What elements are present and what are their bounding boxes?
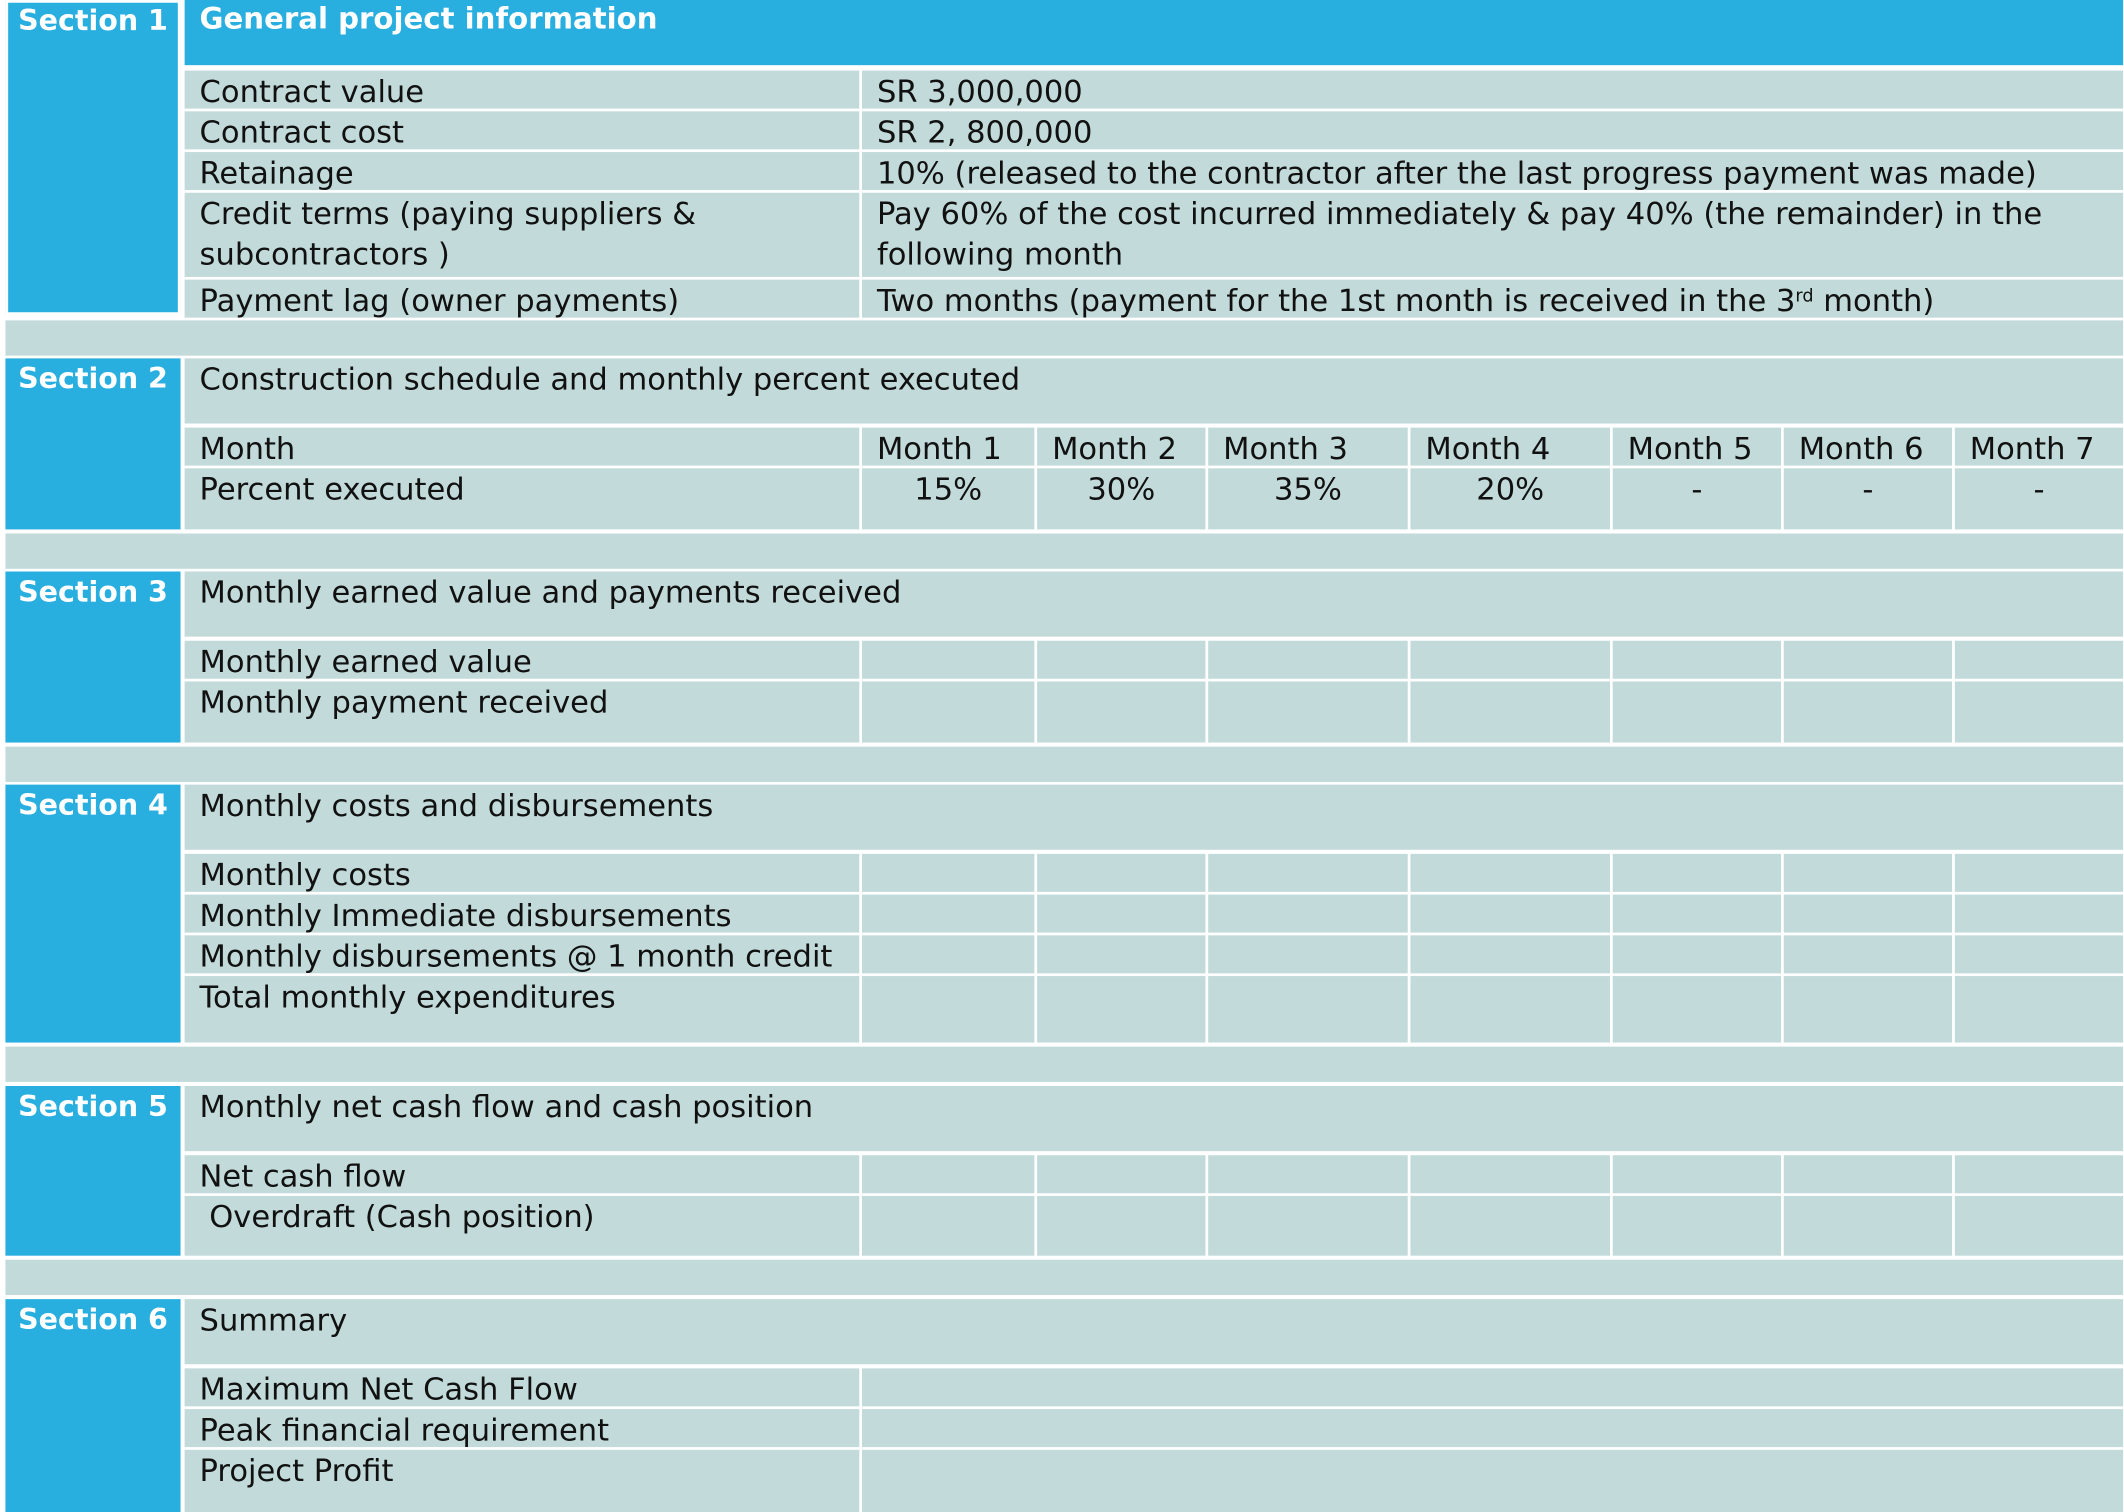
section-4-title: Monthly costs and disbursements bbox=[185, 785, 2124, 850]
s4-row-4-month-5-cell bbox=[1613, 976, 1781, 1043]
s3-row-1-month-4-cell bbox=[1410, 641, 1610, 679]
section-5-label: Section 5 bbox=[5, 1086, 180, 1256]
s1-row-contract-cost-label: Contract cost bbox=[185, 111, 860, 149]
s4-row-3-month-6-cell bbox=[1784, 935, 1952, 973]
s3-row-1-month-1-cell bbox=[862, 641, 1034, 679]
s1-row-credit-terms-label: Credit terms (paying suppliers & subcontractors ) bbox=[185, 193, 860, 277]
section-1-label: Section 1 bbox=[5, 0, 180, 315]
s4-immediate-label: Monthly Immediate disbursements bbox=[185, 895, 860, 933]
s5-net-cash-label: Net cash flow bbox=[185, 1155, 860, 1193]
s2-month-4-header: Month 4 bbox=[1410, 428, 1610, 466]
s1-row-credit-terms-value: Pay 60% of the cost incurred immediately & pay 40% (the remainder) in the following month bbox=[862, 193, 2123, 277]
s5-row-1-month-5-cell bbox=[1613, 1155, 1781, 1193]
s3-row-2-month-7-cell bbox=[1955, 681, 2123, 742]
s5-row-1-month-4-cell bbox=[1410, 1155, 1610, 1193]
s3-payment-received-label: Monthly payment received bbox=[185, 681, 860, 742]
s2-month-4-percent: 20% bbox=[1410, 468, 1610, 529]
section-3-label: Section 3 bbox=[5, 572, 180, 743]
s4-row-4-month-4-cell bbox=[1410, 976, 1610, 1043]
s4-row-1-month-7-cell bbox=[1955, 854, 2123, 892]
s3-row-2-month-3-cell bbox=[1208, 681, 1408, 742]
s1-row-payment-lag-value bbox=[862, 280, 2123, 318]
payment-lag-text-end: month) bbox=[1813, 283, 1935, 318]
s4-row-1-month-5-cell bbox=[1613, 854, 1781, 892]
s2-month-header: Month bbox=[185, 428, 860, 466]
payment-lag-superscript: rd bbox=[1795, 286, 1814, 307]
s4-row-2-month-7-cell bbox=[1955, 895, 2123, 933]
s1-row-contract-value-label: Contract value bbox=[185, 71, 860, 109]
s2-month-3-percent: 35% bbox=[1208, 468, 1408, 529]
payment-lag-text: Two months (payment for the 1st month is received in the 3 bbox=[876, 283, 1796, 318]
s4-row-4-month-7-cell bbox=[1955, 976, 2123, 1043]
s3-row-1-month-6-cell bbox=[1784, 641, 1952, 679]
s2-month-3-header: Month 3 bbox=[1208, 428, 1408, 466]
section-gap bbox=[5, 320, 2123, 355]
section-gap bbox=[5, 533, 2123, 568]
s3-row-2-month-5-cell bbox=[1613, 681, 1781, 742]
s3-row-2-month-2-cell bbox=[1037, 681, 1205, 742]
s1-row-retainage-value: 10% (released to the contractor after the last progress payment was made) bbox=[862, 152, 2123, 190]
s5-row-2-month-1-cell bbox=[862, 1196, 1034, 1256]
s2-month-5-header: Month 5 bbox=[1613, 428, 1781, 466]
s6-peak-financial-label: Peak financial requirement bbox=[185, 1409, 860, 1447]
section-5-title: Monthly net cash flow and cash position bbox=[185, 1086, 2124, 1151]
s4-row-2-month-1-cell bbox=[862, 895, 1034, 933]
s5-row-1-month-3-cell bbox=[1208, 1155, 1408, 1193]
section-4-label: Section 4 bbox=[5, 785, 180, 1043]
s2-month-7-percent: - bbox=[1955, 468, 2123, 529]
s5-row-2-month-5-cell bbox=[1613, 1196, 1781, 1256]
s4-row-3-month-5-cell bbox=[1613, 935, 1781, 973]
s1-row-contract-value-value: SR 3,000,000 bbox=[862, 71, 2123, 109]
s4-row-2-month-3-cell bbox=[1208, 895, 1408, 933]
s4-row-1-month-1-cell bbox=[862, 854, 1034, 892]
s2-month-6-percent: - bbox=[1784, 468, 1952, 529]
s4-row-3-month-4-cell bbox=[1410, 935, 1610, 973]
s3-row-1-month-7-cell bbox=[1955, 641, 2123, 679]
s6-project-profit-label: Project Profit bbox=[185, 1450, 860, 1512]
section-2-title: Construction schedule and monthly percent executed bbox=[185, 358, 2124, 423]
s3-row-2-month-1-cell bbox=[862, 681, 1034, 742]
s4-row-2-month-6-cell bbox=[1784, 895, 1952, 933]
s2-month-1-percent: 15% bbox=[862, 468, 1034, 529]
s4-row-3-month-7-cell bbox=[1955, 935, 2123, 973]
s5-row-1-month-2-cell bbox=[1037, 1155, 1205, 1193]
s1-row-payment-lag-label: Payment lag (owner payments) bbox=[185, 280, 860, 318]
s5-row-2-month-4-cell bbox=[1410, 1196, 1610, 1256]
s6-project-profit-value bbox=[862, 1450, 2123, 1512]
s4-total-label: Total monthly expenditures bbox=[185, 976, 860, 1043]
s5-overdraft-label: Overdraft (Cash position) bbox=[185, 1196, 860, 1256]
s5-row-2-month-7-cell bbox=[1955, 1196, 2123, 1256]
s5-row-1-month-1-cell bbox=[862, 1155, 1034, 1193]
s4-row-2-month-2-cell bbox=[1037, 895, 1205, 933]
section-gap bbox=[5, 747, 2123, 782]
s4-row-3-month-2-cell bbox=[1037, 935, 1205, 973]
s4-row-2-month-4-cell bbox=[1410, 895, 1610, 933]
section-2-label: Section 2 bbox=[5, 358, 180, 529]
s4-row-1-month-4-cell bbox=[1410, 854, 1610, 892]
section-1-title: General project information bbox=[185, 0, 2124, 65]
s4-row-3-month-1-cell bbox=[862, 935, 1034, 973]
s3-row-1-month-2-cell bbox=[1037, 641, 1205, 679]
s4-credit-label: Monthly disbursements @ 1 month credit bbox=[185, 935, 860, 973]
s3-row-1-month-5-cell bbox=[1613, 641, 1781, 679]
s3-row-1-month-3-cell bbox=[1208, 641, 1408, 679]
section-gap bbox=[5, 1260, 2123, 1295]
s4-row-4-month-6-cell bbox=[1784, 976, 1952, 1043]
s4-row-4-month-3-cell bbox=[1208, 976, 1408, 1043]
s2-percent-label: Percent executed bbox=[185, 468, 860, 529]
s2-month-5-percent: - bbox=[1613, 468, 1781, 529]
s4-row-1-month-3-cell bbox=[1208, 854, 1408, 892]
s4-costs-label: Monthly costs bbox=[185, 854, 860, 892]
section-3-title: Monthly earned value and payments received bbox=[185, 572, 2124, 637]
s5-row-1-month-7-cell bbox=[1955, 1155, 2123, 1193]
s4-row-4-month-2-cell bbox=[1037, 976, 1205, 1043]
s5-row-2-month-3-cell bbox=[1208, 1196, 1408, 1256]
s2-month-2-percent: 30% bbox=[1037, 468, 1205, 529]
s6-max-net-cash-value bbox=[862, 1368, 2123, 1406]
section-gap bbox=[5, 1047, 2123, 1082]
s6-max-net-cash-label: Maximum Net Cash Flow bbox=[185, 1368, 860, 1406]
s4-row-1-month-6-cell bbox=[1784, 854, 1952, 892]
section-6-title: Summary bbox=[185, 1299, 2124, 1364]
s3-row-2-month-6-cell bbox=[1784, 681, 1952, 742]
s2-month-1-header: Month 1 bbox=[862, 428, 1034, 466]
section-6-label: Section 6 bbox=[5, 1299, 180, 1512]
s4-row-4-month-1-cell bbox=[862, 976, 1034, 1043]
s6-peak-financial-value bbox=[862, 1409, 2123, 1447]
s2-month-7-header: Month 7 bbox=[1955, 428, 2123, 466]
s1-row-retainage-label: Retainage bbox=[185, 152, 860, 190]
s5-row-2-month-2-cell bbox=[1037, 1196, 1205, 1256]
s5-row-1-month-6-cell bbox=[1784, 1155, 1952, 1193]
s3-row-2-month-4-cell bbox=[1410, 681, 1610, 742]
s1-row-contract-cost-value: SR 2, 800,000 bbox=[862, 111, 2123, 149]
s3-earned-value-label: Monthly earned value bbox=[185, 641, 860, 679]
s4-row-1-month-2-cell bbox=[1037, 854, 1205, 892]
s2-month-2-header: Month 2 bbox=[1037, 428, 1205, 466]
s2-month-6-header: Month 6 bbox=[1784, 428, 1952, 466]
s4-row-2-month-5-cell bbox=[1613, 895, 1781, 933]
s4-row-3-month-3-cell bbox=[1208, 935, 1408, 973]
s5-row-2-month-6-cell bbox=[1784, 1196, 1952, 1256]
